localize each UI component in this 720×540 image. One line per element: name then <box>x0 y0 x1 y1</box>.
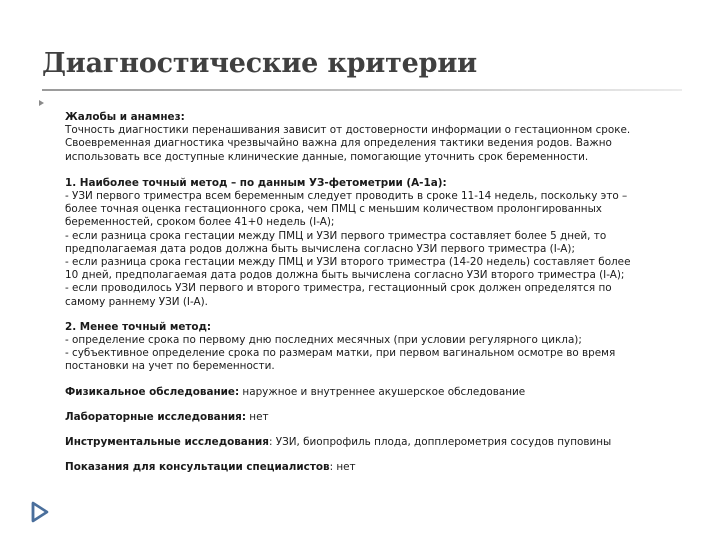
method1-line: - если разница срока гестации между ПМЦ и УЗИ первого триместра составляет более 5 дней, то <box>65 229 607 242</box>
method1-line: самому раннему УЗИ (I-A). <box>65 295 208 308</box>
method1-line: предполагаемая дата родов должна быть вычислена согласно УЗИ первого триместра (I-A); <box>65 242 575 255</box>
complaints-line: Своевременная диагностика чрезвычайно важна для определения тактики ведения родов. Важно <box>65 137 612 150</box>
lab-tests-label: Лабораторные исследования: <box>65 410 246 423</box>
consultation-label: Показания для консультации специалистов <box>65 461 330 474</box>
method2-line: - субъективное определение срока по размерам матки, при первом вагинальном осмотре во время <box>65 347 616 360</box>
physical-exam-line <box>65 386 687 399</box>
method1-heading: 1. Наиболее точный метод – по данным УЗ-фетометрии (А-1а): <box>65 176 447 189</box>
method1-line: 10 дней, предполагаемая дата родов должна быть вычислена согласно УЗИ второго триместра (I-A); <box>65 269 625 282</box>
slide-title: Диагностические критерии <box>42 48 477 79</box>
method2-heading: 2. Менее точный метод: <box>65 320 212 333</box>
method1-line: - если разница срока гестации между ПМЦ и УЗИ второго триместра (14-20 недель) составляет более <box>65 256 631 269</box>
consultation-line <box>65 461 687 474</box>
method1-line: - если проводилось УЗИ первого и второго триместра, гестационный срок должен определятся по <box>65 282 612 295</box>
instrumental-value: : УЗИ, биопрофиль плода, допплерометрия сосудов пуповины <box>268 436 612 449</box>
slide-corner-icon <box>30 500 50 524</box>
method2-line: - определение срока по первому дню последних месячных (при условии регулярного цикла); <box>65 334 582 347</box>
triangle-bullet-icon <box>39 100 44 106</box>
method1-line: более точная оценка гестационного срока, чем ПМЦ с меньшим количеством пролонгированных <box>65 203 602 216</box>
consultation-value: : нет <box>329 461 356 474</box>
physical-exam-value: наружное и внутреннее акушерское обследование <box>239 385 526 398</box>
method2-line: постановки на учет по беременности. <box>65 360 275 373</box>
complaints-line: использовать все доступные клинические данные, помогающие уточнить срок беременности. <box>65 150 589 163</box>
method1-line: - УЗИ первого триместра всем беременным следует проводить в сроке 11-14 недель, поскольку это – <box>65 190 628 203</box>
method1-line: беременностей, сроком более 41+0 недель (I-A); <box>65 216 335 229</box>
lab-tests-value: нет <box>245 410 269 423</box>
complaints-line: Точность диагностики перенашивания зависит от достоверности информации о гестационном сроке. <box>65 124 631 137</box>
title-divider <box>42 89 682 91</box>
slide-content <box>65 111 687 474</box>
instrumental-label: Инструментальные исследования <box>65 436 269 449</box>
physical-exam-label: Физикальное обследование: <box>65 385 240 398</box>
instrumental-line <box>65 436 687 449</box>
lab-tests-line <box>65 411 687 424</box>
complaints-heading: Жалобы и анамнез: <box>65 111 185 123</box>
